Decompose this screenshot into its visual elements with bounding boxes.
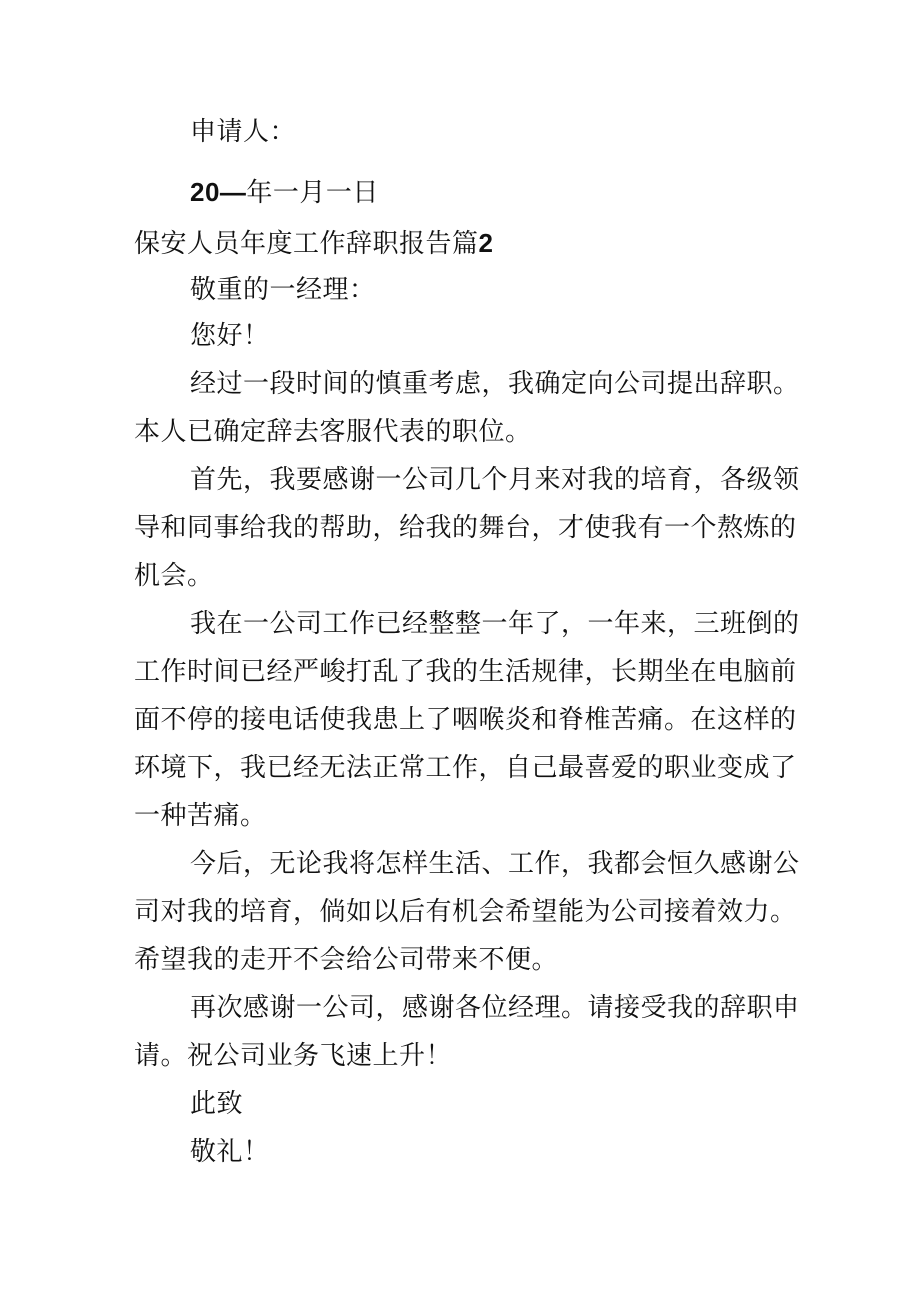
applicant-label: 申请人： <box>190 117 297 147</box>
date-line <box>190 174 379 211</box>
body-line: 环境下，我已经无法正常工作，自己最喜爱的职业变成了 <box>134 753 797 783</box>
body-line: 司对我的培育，倘如以后有机会希望能为公司接着效力。 <box>134 897 797 927</box>
body-line: 工作时间已经严峻打乱了我的生活规律，长期坐在电脑前 <box>134 657 797 687</box>
greeting: 您好！ <box>190 321 270 351</box>
body-line: 再次感谢一公司，感谢各位经理。请接受我的辞职申 <box>190 993 800 1023</box>
body-line: 一种苦痛。 <box>134 801 267 831</box>
body-line: 希望我的走开不会给公司带来不便。 <box>134 945 559 975</box>
report-title-text: 保安人员年度工作辞职报告篇 <box>134 229 479 259</box>
date-rest: 年一月一日 <box>246 178 379 208</box>
body-line: 今后，无论我将怎样生活、工作，我都会恒久感谢公 <box>190 849 800 879</box>
body-line: 我在一公司工作已经整整一年了，一年来，三班倒的 <box>190 609 800 639</box>
body-line: 机会。 <box>134 561 214 591</box>
body-line: 首先，我要感谢一公司几个月来对我的培育，各级领 <box>190 465 800 495</box>
body-line: 本人已确定辞去客服代表的职位。 <box>134 417 532 447</box>
report-title-number: 2 <box>478 228 494 258</box>
report-title <box>134 225 493 262</box>
body-line: 请。祝公司业务飞速上升！ <box>134 1041 453 1071</box>
closing-jingli: 敬礼！ <box>190 1137 270 1167</box>
date-year: 20— <box>190 177 247 207</box>
body-line: 经过一段时间的慎重考虑，我确定向公司提出辞职。 <box>190 369 800 399</box>
salutation: 敬重的一经理： <box>190 275 376 305</box>
closing-cizhi: 此致 <box>190 1089 244 1119</box>
body-line: 导和同事给我的帮助，给我的舞台，才使我有一个熬炼的 <box>134 513 797 543</box>
body-line: 面不停的接电话使我患上了咽喉炎和脊椎苦痛。在这样的 <box>134 705 797 735</box>
